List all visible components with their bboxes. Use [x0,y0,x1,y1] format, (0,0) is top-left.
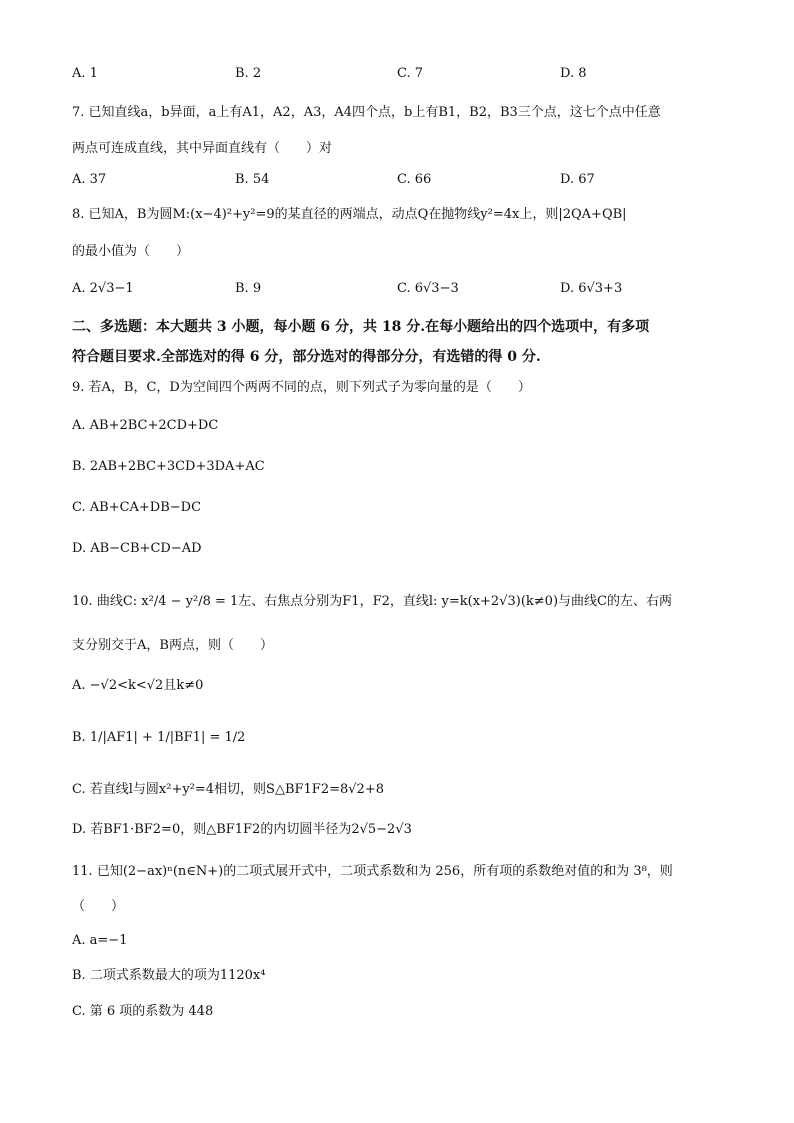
q7-option-c[interactable]: C. 66 [397,172,432,187]
q7-option-a[interactable]: A. 37 [72,172,107,187]
q8-number: 8. [72,207,85,222]
q9-line [72,378,531,398]
q11-stem-2: （ ） [72,899,125,914]
q8-option-c[interactable]: C. 6√3−3 [397,281,459,296]
q7-number: 7. [72,105,85,120]
q10-option-b[interactable]: B. 1/|AF1| + 1/|BF1| = 1/2 [72,730,246,745]
q10-number: 10. [72,594,93,609]
q8-line-1 [72,205,627,225]
q10-stem-2: 支分别交于A，B两点，则（ ） [72,638,273,653]
q9-option-d[interactable]: D. AB−CB+CD−AD [72,541,202,556]
q8-option-d[interactable]: D. 6√3+3 [560,281,623,296]
q6-option-a[interactable]: A. 1 [72,66,98,81]
q9-option-b[interactable]: B. 2AB+2BC+3CD+3DA+AC [72,459,265,474]
q10-stem-1: 曲线C: x²/4 − y²/8 = 1左、右焦点分别为F1，F2，直线l: y=k(x+2√3)(k≠0)与曲线C的左、右两 [96,594,672,609]
q9-option-c[interactable]: C. AB+CA+DB−DC [72,500,202,515]
q6-option-b[interactable]: B. 2 [235,66,262,81]
q6-option-c[interactable]: C. 7 [397,66,424,81]
q11-line-1 [72,862,673,882]
q6-option-d[interactable]: D. 8 [560,66,587,81]
section-2-header-1: 二、多选题：本大题共 3 小题，每小题 6 分，共 18 分.在每小题给出的四个选项中，有多项 [72,319,650,335]
q7-option-d[interactable]: D. 67 [560,172,595,187]
q7-stem-1: 已知直线a，b异面，a上有A1，A2，A3，A4四个点，b上有B1，B2，B3三个点，这七个点中任意 [88,105,661,120]
q7-line-1 [72,103,661,123]
q7-stem-2: 两点可连成直线，其中异面直线有（ ）对 [72,141,333,156]
q10-option-c[interactable]: C. 若直线l与圆x²+y²=4相切，则S△BF1F2=8√2+8 [72,782,384,797]
q7-option-b[interactable]: B. 54 [235,172,270,187]
q10-option-a[interactable]: A. −√2<k<√2且k≠0 [72,678,204,693]
q8-option-b[interactable]: B. 9 [235,281,262,296]
q10-option-d[interactable]: D. 若BF1·BF2=0，则△BF1F2的内切圆半径为2√5−2√3 [72,822,412,837]
q9-stem: 若A，B，C，D为空间四个两两不同的点，则下列式子为零向量的是（ ） [88,380,531,395]
q9-option-a[interactable]: A. AB+2BC+2CD+DC [72,418,219,433]
q8-stem-2: 的最小值为（ ） [72,244,190,259]
section-2-header-2: 符合题目要求.全部选对的得 6 分，部分选对的得部分分，有选错的得 0 分. [72,349,541,365]
q11-option-b[interactable]: B. 二项式系数最大的项为1120x⁴ [72,968,266,983]
q11-option-a[interactable]: A. a=−1 [72,933,128,948]
q11-number: 11. [72,864,93,879]
q9-number: 9. [72,380,85,395]
q11-option-c[interactable]: C. 第 6 项的系数为 448 [72,1004,214,1019]
q8-stem-1: 已知A，B为圆M:(x−4)²+y²=9的某直径的两端点，动点Q在抛物线y²=4x上，则|2QA+QB| [88,207,627,222]
q10-line-1 [72,592,672,612]
q8-option-a[interactable]: A. 2√3−1 [72,281,134,296]
q11-stem-1: 已知(2−ax)ⁿ(n∈N+)的二项式展开式中，二项式系数和为 256，所有项的系数绝对值的和为 3⁸，则 [96,864,673,879]
